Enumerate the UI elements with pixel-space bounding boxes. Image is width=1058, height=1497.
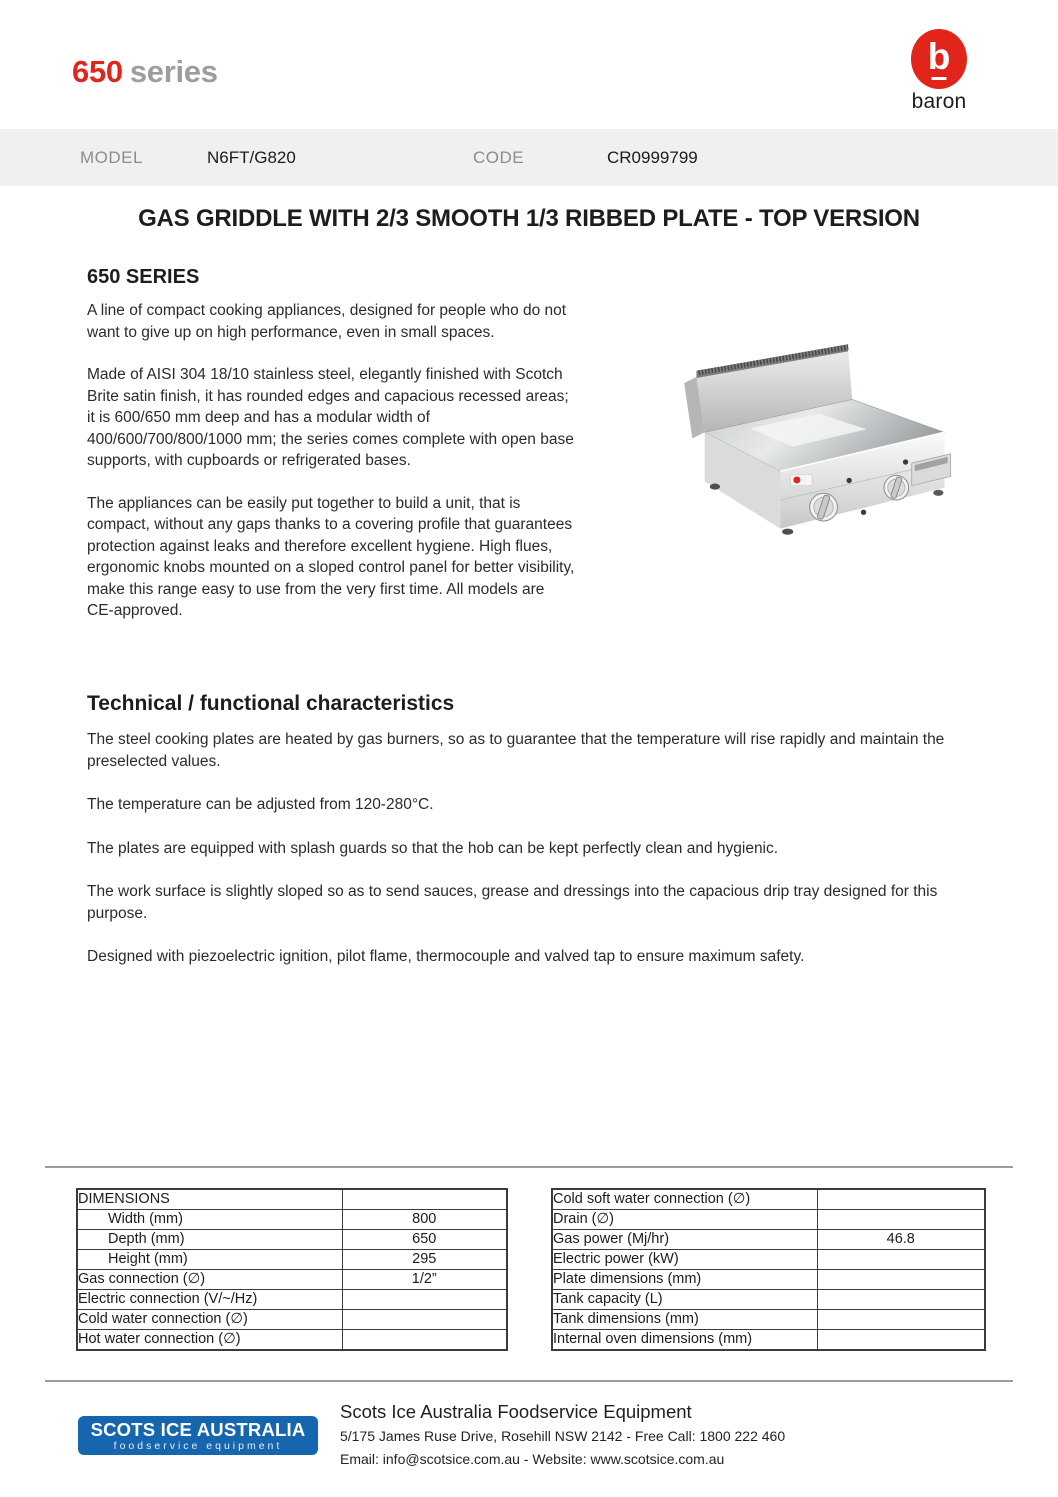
baron-logo-underline [932, 77, 947, 80]
spec-label: Gas power (Mj/hr) [552, 1230, 817, 1250]
table-row [77, 1230, 507, 1250]
spec-label: Tank capacity (L) [552, 1290, 817, 1310]
spec-label: DIMENSIONS [77, 1189, 342, 1210]
technical-paragraph: The temperature can be adjusted from 120-280°C. [87, 796, 434, 813]
table-row [77, 1310, 507, 1330]
baron-logo-icon [911, 29, 967, 89]
spec-label: Cold water connection (∅) [77, 1310, 342, 1330]
spec-value [342, 1189, 507, 1210]
code-label: CODE [473, 148, 525, 167]
spec-value [342, 1290, 507, 1310]
technical-paragraph: Designed with piezoelectric ignition, pilot flame, thermocouple and valved tap to ensure maximum safety. [87, 948, 805, 965]
scots-ice-logo-title: SCOTS ICE AUSTRALIA [90, 1418, 306, 1440]
table-row [77, 1189, 507, 1210]
table-row [552, 1290, 985, 1310]
table-row [552, 1310, 985, 1330]
spec-value [817, 1270, 985, 1290]
connections-table [551, 1188, 986, 1351]
footer-company-name: Scots Ice Australia Foodservice Equipment [340, 1401, 692, 1422]
table-row [77, 1270, 507, 1290]
spec-label: Gas connection (∅) [77, 1270, 342, 1290]
technical-section [87, 692, 972, 990]
spec-value [817, 1210, 985, 1230]
table-row [552, 1230, 985, 1250]
spec-value [817, 1330, 985, 1351]
spec-label: Depth (mm) [77, 1230, 342, 1250]
footer-email-website: Email: info@scotsice.com.au - Website: www.scotsice.com.au [340, 1451, 725, 1467]
table-row [77, 1210, 507, 1230]
spec-label: Electric connection (V/~/Hz) [77, 1290, 342, 1310]
spec-value: 295 [342, 1250, 507, 1270]
technical-paragraph: The steel cooking plates are heated by gas burners, so as to guarantee that the temperature will rise rapidly and maintain the preselected values. [87, 731, 945, 770]
spec-value: 1/2” [342, 1270, 507, 1290]
series-description-section [87, 266, 587, 643]
scots-ice-logo-subtitle: foodservice equipment [113, 1439, 283, 1452]
baron-logo-letter: b [927, 35, 951, 77]
model-value: N6FT/G820 [207, 148, 296, 167]
table-row [77, 1250, 507, 1270]
spec-value [342, 1310, 507, 1330]
spec-value [817, 1189, 985, 1210]
spec-label: Width (mm) [77, 1210, 342, 1230]
spec-label: Height (mm) [77, 1250, 342, 1270]
brand-logo [901, 29, 977, 114]
model-code-bar [0, 129, 1058, 186]
series-word: series [129, 54, 218, 89]
scots-ice-logo [78, 1416, 318, 1455]
technical-paragraph: The work surface is slightly sloped so as to send sauces, grease and dressings into the capacious drip tray designed for this purpose. [87, 883, 938, 922]
code-value: CR0999799 [607, 148, 698, 167]
footer-address: 5/175 James Ruse Drive, Rosehill NSW 2142 - Free Call: 1800 222 460 [340, 1428, 786, 1444]
table-row [552, 1210, 985, 1230]
table-row [77, 1330, 507, 1351]
series-paragraph: Made of AISI 304 18/10 stainless steel, elegantly finished with Scotch Brite satin finish, it has rounded edges and capacious recessed areas; it is 600/650 mm deep and has a modular width of 400/600/700/800/1000 mm; the series comes complete with open base supports, with cupboards or refrigerated bases. [87, 366, 574, 469]
divider [45, 1166, 1013, 1168]
technical-section-heading: Technical / functional characteristics [87, 692, 455, 715]
spec-label: Electric power (kW) [552, 1250, 817, 1270]
table-row [552, 1250, 985, 1270]
spec-label: Drain (∅) [552, 1210, 817, 1230]
divider [45, 1380, 1013, 1382]
table-row [552, 1330, 985, 1351]
spec-value: 650 [342, 1230, 507, 1250]
product-photo-gas-griddle [645, 338, 957, 543]
series-paragraph: The appliances can be easily put together to build a unit, that is compact, without any gaps thanks to a covering profile that guarantees protection against leaks and therefore excellent hygiene. High flues, ergonomic knobs mounted on a sloped control panel for better visibility, make this range easy to use from the very first time. All models are CE-approved. [87, 494, 575, 619]
series-paragraph: A line of compact cooking appliances, designed for people who do not want to give up on high performance, even in small spaces. [87, 302, 567, 341]
spec-value: 46.8 [817, 1230, 985, 1250]
table-row [552, 1189, 985, 1210]
spec-label: Internal oven dimensions (mm) [552, 1330, 817, 1351]
spec-label: Tank dimensions (mm) [552, 1310, 817, 1330]
spec-value [342, 1330, 507, 1351]
spec-value [817, 1310, 985, 1330]
series-section-heading: 650 SERIES [87, 266, 200, 288]
product-title: GAS GRIDDLE WITH 2/3 SMOOTH 1/3 RIBBED PLATE - TOP VERSION [138, 205, 920, 232]
series-number: 650 [72, 54, 123, 89]
spec-label: Cold soft water connection (∅) [552, 1189, 817, 1210]
table-row [552, 1270, 985, 1290]
spec-value [817, 1250, 985, 1270]
brand-name: baron [911, 90, 967, 113]
technical-paragraph: The plates are equipped with splash guards so that the hob can be kept perfectly clean and hygienic. [87, 839, 779, 857]
page-series-title [72, 54, 218, 90]
spec-label: Hot water connection (∅) [77, 1330, 342, 1351]
spec-label: Plate dimensions (mm) [552, 1270, 817, 1290]
model-label: MODEL [80, 148, 143, 167]
spec-value: 800 [342, 1210, 507, 1230]
spec-value [817, 1290, 985, 1310]
dimensions-table [76, 1188, 508, 1351]
table-row [77, 1290, 507, 1310]
footer-contact-block [340, 1399, 785, 1471]
